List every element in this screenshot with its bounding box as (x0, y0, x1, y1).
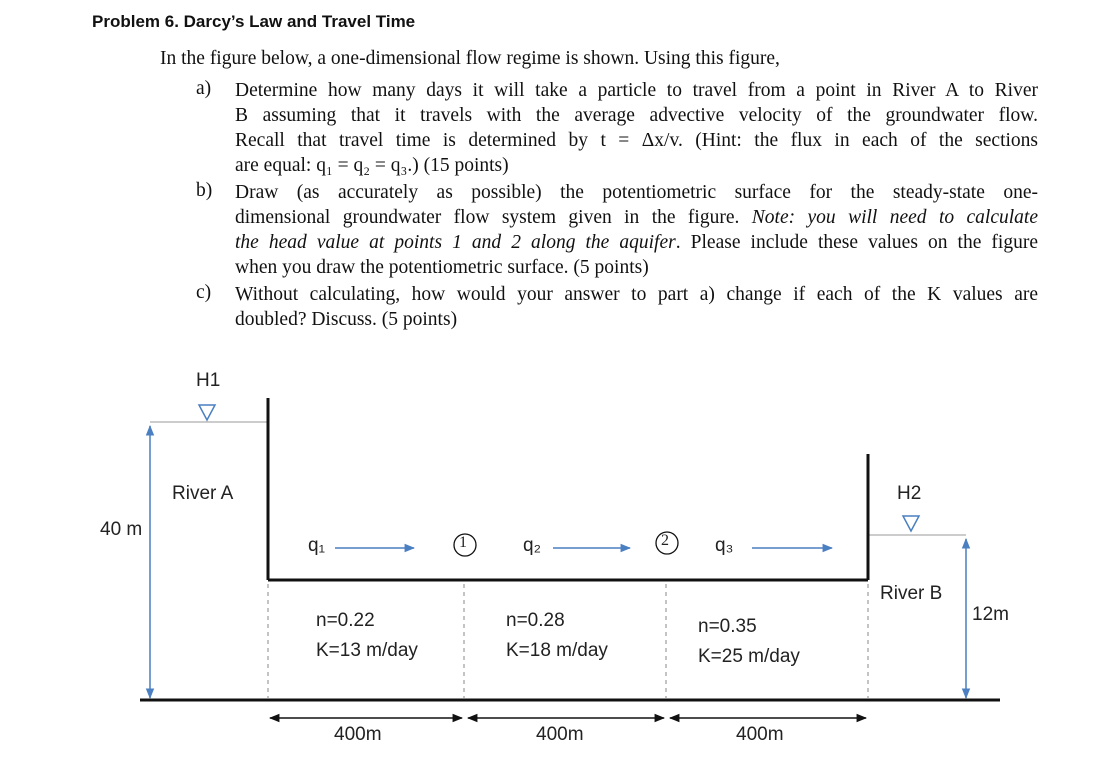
part-b-line-3b: . Please include these values on the figure (675, 232, 1038, 253)
left-height-label: 40 m (100, 519, 143, 540)
point-1-label: 1 (459, 534, 467, 551)
section-2-conductivity: K=18 m/day (506, 640, 608, 661)
point-2-label: 2 (661, 532, 669, 549)
h2-water-level-icon (903, 516, 919, 531)
part-b-note-2: the head value at points 1 and 2 along the aquifer (235, 232, 676, 253)
part-a-line-3: Recall that travel time is determined by t = Δx/v. (Hint: the flux in each of the sections (235, 130, 1038, 151)
problem-intro: In the figure below, a one-dimensional flow regime is shown. Using this figure, (160, 48, 780, 69)
part-a-line-4: are equal: q₁ = q₂ = q₃.) (15 points) (235, 155, 509, 176)
part-b-line-1: Draw (as accurately as possible) the potentiometric surface for the steady-state one- (235, 182, 1038, 203)
section-1-porosity: n=0.22 (316, 610, 375, 631)
part-a-label: a) (196, 78, 212, 99)
part-c-label: c) (196, 282, 212, 303)
section-2-porosity: n=0.28 (506, 610, 565, 631)
h1-water-level-icon (199, 405, 215, 420)
h1-label: H1 (196, 370, 221, 391)
part-a-line-2: B assuming that it travels with the average advective velocity of the groundwater flow. (235, 105, 1038, 126)
part-b-line-4: when you draw the potentiometric surface. (5 points) (235, 257, 649, 278)
section-3-conductivity: K=25 m/day (698, 646, 800, 667)
section-2-length: 400m (536, 724, 584, 745)
problem-title: Problem 6. Darcy’s Law and Travel Time (92, 12, 416, 31)
part-c-line-2: doubled? Discuss. (5 points) (235, 309, 458, 330)
part-b-line-2a: dimensional groundwater flow system given in the figure. (235, 207, 740, 228)
river-a-label: River A (172, 483, 234, 504)
h2-label: H2 (897, 483, 922, 504)
part-c-line-1: Without calculating, how would your answer to part a) change if each of the K values are (235, 284, 1038, 305)
section-3-porosity: n=0.35 (698, 616, 757, 637)
flux-label-3: q₃ (715, 535, 734, 556)
part-b-note: Note: you will need to calculate (751, 207, 1038, 228)
flux-label-2: q₂ (523, 535, 541, 556)
section-1-length: 400m (334, 724, 382, 745)
right-height-label: 12m (972, 604, 1009, 625)
part-b-label: b) (196, 180, 213, 201)
section-3-length: 400m (736, 724, 784, 745)
part-a-line-1: Determine how many days it will take a particle to travel from a point in River A to River (235, 80, 1038, 101)
section-1-conductivity: K=13 m/day (316, 640, 418, 661)
river-b-label: River B (880, 583, 943, 604)
flux-label-1: q₁ (308, 535, 325, 556)
